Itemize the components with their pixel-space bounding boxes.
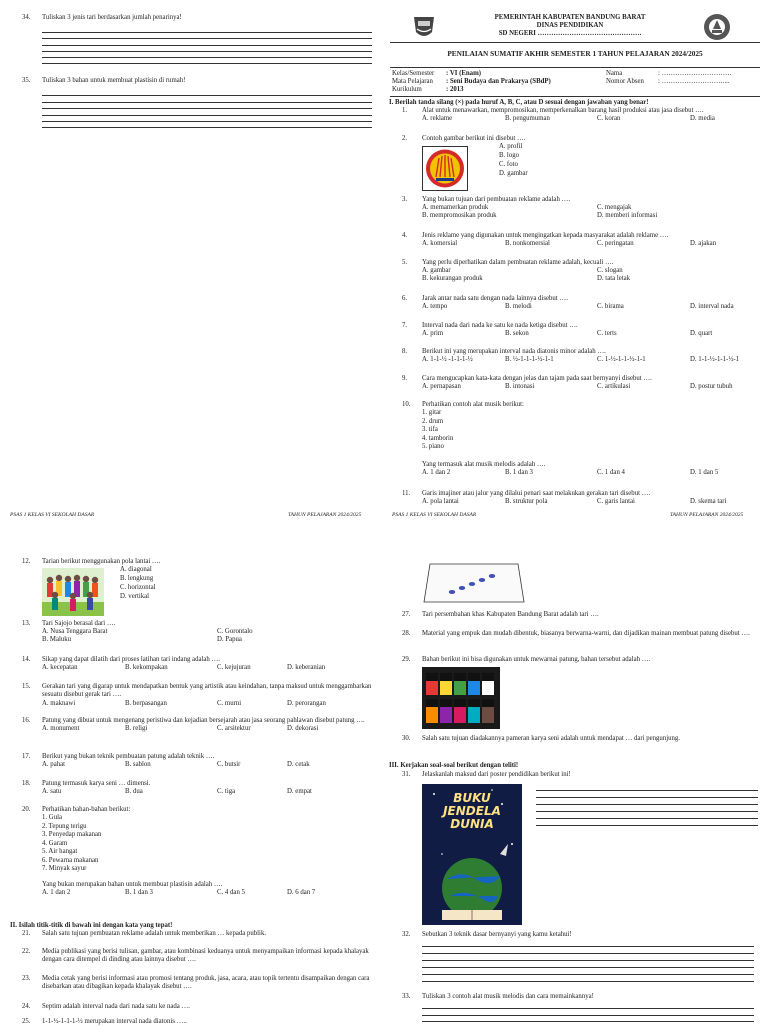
question-8: 8. Berikut ini yang merupakan interval nada diatonis minor adalah …. A. 1-1-½ -1-1-1-½ B. ½-1-1-1-½-1-1 C. 1-½-1-1-½-1-1 D. 1-1-½-1-1-½-1 [402, 348, 740, 364]
absen-field[interactable]: : ……………………….... [658, 78, 730, 85]
option[interactable]: D. perorangan [287, 699, 326, 707]
option[interactable]: C. slogan [597, 267, 623, 275]
option[interactable]: A. monument [42, 725, 80, 733]
question-7: 7. Interval nada dari nada ke satu ke nada ketiga disebut …. A. prim B. sekon C. terts D. quart [402, 322, 713, 338]
option[interactable]: A. komersial [422, 240, 458, 248]
section-III-title: III. Kerjakan soal-soal berikut dengan teliti! [389, 762, 519, 769]
question-28: 28. Material yang empuk dan mudah dibentuk, biasanya berwarna-warni, dan dijadikan mainan membuat patung disebut …. [402, 630, 750, 637]
option[interactable]: D. memberi informasi [597, 212, 658, 220]
option[interactable]: D. dekorasi [287, 725, 319, 733]
asean-logo-image [422, 146, 468, 191]
option[interactable]: C. horizontal [120, 584, 156, 591]
dancers-image [42, 568, 104, 616]
option[interactable]: D. 6 dan 7 [287, 889, 316, 897]
option[interactable]: D. media [690, 115, 715, 123]
option[interactable]: A. pernapasan [422, 383, 461, 391]
option[interactable]: C. butsir [217, 761, 241, 769]
question-24: 24. Septim adalah interval nada dari nada satu ke nada …. [22, 1003, 190, 1010]
question-23: 23. Media cetak yang berisi informasi atau promosi tentang produk, jasa, acara, atau topik tertentu disampaikan dengan cara disebarkan atau dibagikan kepada khalayak disebut …. [22, 975, 370, 991]
option[interactable]: C. 1-½-1-1-½-1-1 [597, 356, 646, 364]
option[interactable]: C. 1 dan 4 [597, 469, 625, 477]
school-title: SD NEGERI ………………………………………. [498, 30, 642, 37]
option[interactable]: D. ajakan [690, 240, 717, 248]
option[interactable]: D. postur tubuh [690, 383, 733, 391]
question-32: 32. Sebutkan 3 teknik dasar bernyanyi yang kamu ketahui! [402, 931, 572, 938]
option[interactable]: A. pahat [42, 761, 66, 769]
option[interactable]: C. tiga [217, 788, 236, 796]
option[interactable]: B. mempromosikan produk [422, 212, 497, 220]
question-13: 13. Tari Sajojo berasal dari …. A. Nusa Tenggara Barat C. Gorontalo B. Maluku D. Papua [22, 620, 253, 644]
education-poster-image [422, 784, 522, 925]
option[interactable]: C. murni [217, 699, 242, 707]
option[interactable]: C. 4 dan 5 [217, 889, 245, 897]
option[interactable]: B. kekompakan [125, 664, 168, 672]
option[interactable]: B. 1 dan 3 [505, 469, 533, 477]
option[interactable]: D. Papua [217, 636, 242, 644]
question-20: 20. Perhatikan bahan-bahan berikut: 1. Gula 2. Tepung terigu 3. Penyedap makanan 4. Garam 5. Air hangat 6. Pewarna makanan 7. Minyak sayur Yang bukan merupakan bahan untuk membuat plastisin adalah …. A. 1 dan 2 B. 1 dan 3 C. 4 dan 5 D. 6 dan 7 [22, 806, 316, 897]
option[interactable]: A. maknawi [42, 699, 76, 707]
question-31: 31. Jelaskanlah maksud dari poster pendidikan berikut ini! [402, 771, 571, 778]
poster-line-3: DUNIA [450, 817, 494, 832]
question-6: 6. Jarak antar nada satu dengan nada lainnya disebut …. A. tempo B. melodi C. birama D. interval nada [402, 295, 734, 311]
question-12: 12. Tarian berikut menggunakan pola lantai …. [22, 558, 161, 565]
question-9: 9. Cara mengucapkan kata-kata dengan jelas dan tajam pada saat bernyanyi disebut …. A. pernapasan B. intonasi C. artikulasi D. postur tubuh [402, 375, 733, 391]
option[interactable]: A. prim [422, 330, 444, 338]
option[interactable]: A. profil [499, 143, 523, 150]
question-4: 4. Jenis reklame yang digunakan untuk mengingatkan kepada masyarakat adalah reklame …. A. komersial B. nonkomersial C. peringatan D. ajakan [402, 232, 717, 248]
option[interactable]: B. kekurangan produk [422, 275, 483, 283]
option[interactable]: B. lengkung [120, 575, 154, 582]
question-2: 2. Contoh gambar berikut ini disebut …. [402, 135, 526, 142]
option[interactable]: B. 1 dan 3 [125, 889, 153, 897]
option[interactable]: B. struktur pola [505, 498, 548, 506]
option[interactable]: D. interval nada [690, 303, 734, 311]
student-info: Kelas/Semester : VI (Enam) Mata Pelajaran : Seni Budaya dan Prakarya (SBdP) Kurikulum : 2013 Nama : …………………………. Nomor Absen : ……………………….... [390, 67, 760, 97]
option[interactable]: B. Maluku [42, 636, 72, 644]
question-3: 3. Yang bukan tujuan dari pembuatan reklame adalah …. A. memamerkan produk C. mengajak B. mempromosikan produk D. memberi informasi [402, 196, 658, 220]
option[interactable]: C. birama [597, 303, 624, 311]
option[interactable]: B. pengumuman [505, 115, 550, 123]
option[interactable]: D. tata letak [597, 275, 631, 283]
option[interactable]: A. 1 dan 2 [422, 469, 451, 477]
option[interactable]: B. ½-1-1-1-½-1-1 [505, 356, 554, 364]
option[interactable]: D. keberanian [287, 664, 326, 672]
option[interactable]: D. gambar [499, 170, 528, 177]
section-I-title: I. Berilah tanda silang (×) pada huruf A, B, C, atau D sesuai dengan jawaban yang benar! [389, 99, 649, 106]
option[interactable]: A. memamerkan produk [422, 204, 489, 212]
option[interactable]: B. religi [125, 725, 148, 733]
option[interactable]: A. satu [42, 788, 62, 796]
option[interactable]: D. cetak [287, 761, 310, 769]
question-11: 11. Garis imajiner atau jalur yang dilalui penari saat melakukan gerakan tari disebut …. A. pola lantai B. struktur pola C. garis lantai D. skema tari [402, 490, 727, 506]
question-10: 10. Perhatikan contoh alat musik berikut: 1. gitar 2. drum 3. tifa 4. tamborin 5. piano Yang termasuk alat musik melodis adalah …. A. 1 dan 2 B. 1 dan 3 C. 1 dan 4 D. 1 dan 5 [402, 401, 719, 477]
question-27: 27. Tari persembahan khas Kabupaten Bandung Barat adalah tari …. [402, 611, 599, 618]
option[interactable]: D. 1-1-½-1-1-½-1 [690, 356, 740, 364]
question-15: 15. Gerakan tari yang digarap untuk mendapatkan bentuk yang artistik atau keindahan, tanpa maksud untuk menggambarkan sesuatu disebut gerak tari …. A. maknawi B. berpasangan C. murni D. perorangan [22, 683, 372, 707]
poster-line-2: JENDELA [443, 804, 501, 819]
option[interactable]: A. 1-1-½ -1-1-1-½ [422, 356, 473, 364]
question-25: 25. 1-1-½-1-1-1-½ merupakan interval nada diatonis ….. [22, 1018, 187, 1025]
option[interactable]: C. foto [499, 161, 518, 168]
question-29: 29. Bahan berikut ini bisa digunakan untuk mewarnai patung, bahan tersebut adalah …. [402, 656, 651, 663]
option[interactable]: B. berpasangan [125, 699, 167, 707]
option[interactable]: A. gambar [422, 267, 451, 275]
option[interactable]: B. dua [125, 788, 143, 796]
option[interactable]: A. reklame [422, 115, 453, 123]
option[interactable]: A. diagonal [120, 566, 152, 573]
question-5: 5. Yang perlu diperhatikan dalam pembuatan reklame adalah, kecuali …. A. gambar C. slogan B. kekurangan produk D. tata letak [402, 259, 631, 283]
option[interactable]: C. mengajak [597, 204, 632, 212]
option[interactable]: A. Nusa Tenggara Barat [42, 628, 108, 636]
footer-right-2: TAHUN PELAJARAN 2024/2025 [670, 512, 744, 518]
gov-title: PEMERINTAH KABUPATEN BANDUNG BARAT [494, 14, 646, 21]
option[interactable]: D. quart [690, 330, 713, 338]
option[interactable]: D. vertikal [120, 593, 150, 600]
option[interactable]: C. koran [597, 115, 621, 123]
question-34: 34. Tuliskan 3 jenis tari berdasarkan jumlah penarinya! [22, 14, 182, 21]
option[interactable]: C. garis lantai [597, 498, 635, 506]
option[interactable]: B. logo [499, 152, 520, 159]
footer-left-2: PSAS 1 KELAS VI SEKOLAH DASAR [392, 512, 477, 518]
option[interactable]: B. melodi [505, 303, 532, 311]
option[interactable]: D. empat [287, 788, 312, 796]
option[interactable]: C. Gorontalo [217, 628, 253, 636]
paint-jars-image [422, 667, 500, 729]
option[interactable]: B. nonkomersial [505, 240, 550, 248]
question-22: 22. Media publikasi yang berisi tulisan, gambar, atau kombinasi keduanya untuk menyampaikan informasi kepada khalayak dengan cara ditempel di dinding atau lainnya disebut …. [22, 948, 369, 964]
question-17: 17. Berikut yang bukan teknik pembuatan patung adalah teknik …. A. pahat B. sablon C. butsir D. cetak [22, 753, 310, 769]
exam-title: PENILAIAN SUMATIF AKHIR SEMESTER 1 TAHUN PELAJARAN 2024/2025 [447, 49, 703, 58]
dept-title: DINAS PENDIDIKAN [536, 22, 604, 29]
option[interactable]: C. artikulasi [597, 383, 631, 391]
question-14: 14. Sikap yang dapat dilatih dari proses latihan tari indang adalah …. A. kecepatan B. kekompakan C. kejujuran D. keberanian [22, 656, 326, 672]
poster-line-1: BUKU [453, 791, 491, 805]
floor-pattern-image [422, 560, 526, 606]
option[interactable]: A. kecepatan [42, 664, 78, 672]
option[interactable]: B. sablon [125, 761, 151, 769]
tut-wuri-logo [703, 13, 731, 41]
option[interactable]: A. 1 dan 2 [42, 889, 71, 897]
question-21: 21. Salah satu tujuan pembuatan reklame adalah untuk memberikan … kepada publik. [22, 930, 267, 937]
name-field[interactable]: : …………………………. [658, 70, 732, 77]
option[interactable]: C. arsitektur [217, 725, 251, 733]
question-30: 30. Salah satu tujuan diadakannya pameran karya seni adalah untuk mendapat … dari pengunjung. [402, 735, 681, 742]
option[interactable]: B. intonasi [505, 383, 535, 391]
regency-logo [412, 14, 436, 40]
option[interactable]: C. terts [597, 330, 617, 338]
question-1: 1. Alat untuk menawarkan, mempromosikan, memperkenalkan barang hasil produksi atau jasa disebut …. A. reklame B. pengumuman C. koran D. media [402, 107, 715, 123]
question-33: 33. Tuliskan 3 contoh alat musik melodis dan cara memainkannya! [402, 993, 594, 1000]
question-18: 18. Patung termasuk karya seni … dimensi. A. satu B. dua C. tiga D. empat [22, 780, 312, 796]
option[interactable]: D. skema tari [690, 498, 727, 506]
footer-left-1: PSAS 1 KELAS VI SEKOLAH DASAR [10, 512, 95, 518]
option[interactable]: A. tempo [422, 303, 448, 311]
question-16: 16. Patung yang dibuat untuk mengenang peristiwa dan kejadian bersejarah atau jasa seorang pahlawan disebut patung …. A. monument B. religi C. arsitektur D. dekorasi [22, 717, 365, 733]
option[interactable]: C. peringatan [597, 240, 634, 248]
option[interactable]: B. sekon [505, 330, 529, 338]
header-divider [390, 42, 760, 43]
option[interactable]: D. 1 dan 5 [690, 469, 719, 477]
option[interactable]: A. pola lantai [422, 498, 459, 506]
question-35: 35. Tuliskan 3 bahan untuk membuat plastisin di rumah! [22, 77, 186, 84]
option[interactable]: C. kejujuran [217, 664, 251, 672]
section-II-title: II. Isilah titik-titik di bawah ini dengan kata yang tepat! [10, 922, 173, 929]
footer-right-1: TAHUN PELAJARAN 2024/2025 [288, 512, 362, 518]
